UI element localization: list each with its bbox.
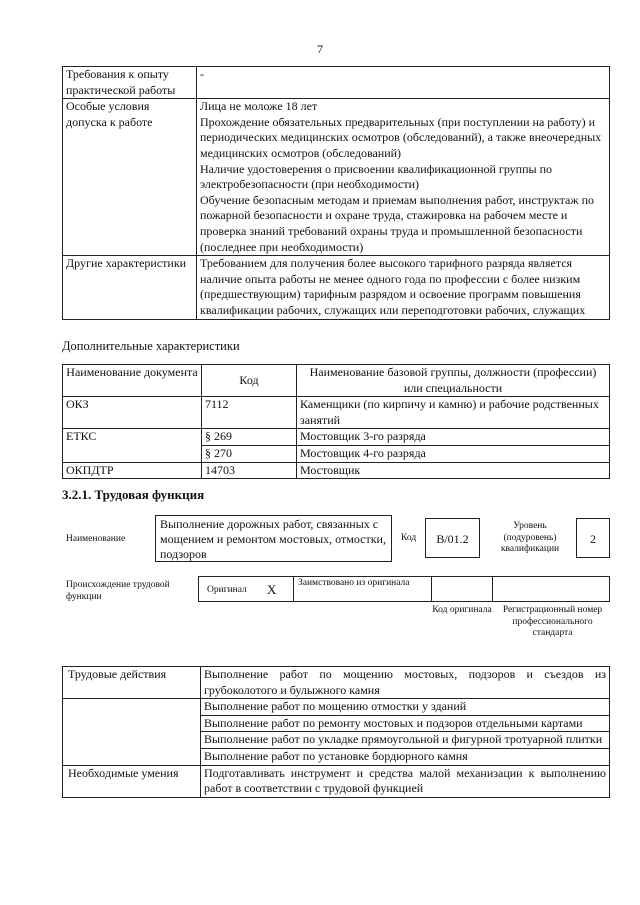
row-label: Требования к опыту практической работы xyxy=(63,67,197,99)
action-cell: Выполнение работ по укладке прямоугольной и фигурной тротуарной плитки xyxy=(201,732,610,749)
labor-function-heading: 3.2.1. Трудовая функция xyxy=(62,487,205,502)
code-cell: § 270 xyxy=(202,445,297,462)
divider xyxy=(293,577,294,601)
action-cell: Выполнение работ по мощению отмостки у зданий xyxy=(201,699,610,716)
table-row xyxy=(63,67,610,99)
doc-cell: ОКПДТР xyxy=(63,462,202,479)
row-label xyxy=(63,732,201,749)
orig-code-caption: Код оригинала xyxy=(432,605,492,615)
row-label: Другие характеристики xyxy=(63,256,197,319)
column-header: Код xyxy=(202,365,297,397)
table-row xyxy=(63,256,610,319)
code-cell: § 269 xyxy=(202,429,297,446)
row-label xyxy=(63,748,201,765)
name-label: Наименование xyxy=(66,534,126,544)
origin-label: Происхождение трудовой функции xyxy=(66,580,170,602)
row-label: Особые условия допуска к работе xyxy=(63,99,197,256)
row-value xyxy=(197,99,610,256)
origin-row xyxy=(198,576,610,602)
reg-number-caption: Регистрационный номер профессионального стандарта xyxy=(502,605,603,638)
original-label: Оригинал xyxy=(207,585,247,595)
code-label: Код xyxy=(401,533,417,543)
level-label: Уровень (подуровень) квалификации xyxy=(500,521,560,554)
value-line: Наличие удостоверения о присвоении квалификационной группы по электробезопасности (при необходимости) xyxy=(200,161,553,192)
page-number: 7 xyxy=(317,42,323,56)
table-header-row xyxy=(63,365,610,397)
row-label: Трудовые действия xyxy=(63,667,201,699)
table-row xyxy=(63,699,610,716)
row-label xyxy=(63,715,201,732)
row-value: Требованием для получения более высокого тарифного разряда является наличие опыта работы не менее одного года по профессии с более низким (предшествующим) тарифным разрядом и освоение программ повышения квалификации рабочих, служащих или переподготовки рабочих, служащих xyxy=(197,256,610,319)
requirements-table xyxy=(62,66,610,320)
column-header: Наименование документа xyxy=(63,365,202,397)
value-line: Прохождение обязательных предварительных (при поступлении на работу) и периодических медицинских осмотров (обследований), а также внеочередных медицинских осмотров (обследований) xyxy=(200,114,602,160)
table-row xyxy=(63,99,610,256)
action-cell: Выполнение работ по установке бордюрного камня xyxy=(201,748,610,765)
borrowed-label: Заимствовано из оригинала xyxy=(298,578,410,588)
name-cell: Мостовщик 3-го разряда xyxy=(297,429,610,446)
table-row xyxy=(63,732,610,749)
actions-table xyxy=(62,666,610,798)
code-box: B/01.2 xyxy=(425,518,480,558)
name-cell: Мостовщик 4-го разряда xyxy=(297,445,610,462)
code-cell: 7112 xyxy=(202,397,297,429)
function-name-box: Выполнение дорожных работ, связанных с мощением и ремонтом мостовых, отмостки, подзоров xyxy=(155,515,392,562)
row-value: - xyxy=(197,67,610,99)
action-cell: Выполнение работ по мощению мостовых, подзоров и съездов из грубоколотого и булыжного камня xyxy=(201,667,610,699)
action-cell: Выполнение работ по ремонту мостовых и подзоров отдельными картами xyxy=(201,715,610,732)
row-label xyxy=(63,699,201,716)
orig-code-field xyxy=(432,577,492,601)
table-row xyxy=(63,765,610,797)
code-cell: 14703 xyxy=(202,462,297,479)
action-cell: Подготавливать инструмент и средства малой механизации к выполнению работ в соответствии с трудовой функцией xyxy=(201,765,610,797)
level-box: 2 xyxy=(576,518,610,558)
table-row xyxy=(63,429,610,446)
value-line: Обучение безопасным методам и приемам выполнения работ, инструктаж по пожарной безопасности и охране труда, стажировка на рабочем месте и проверка знаний требований охраны труда и промышленной безопасности (последнее при необходимости) xyxy=(200,192,595,254)
table-row xyxy=(63,715,610,732)
additional-table xyxy=(62,364,610,479)
name-cell: Каменщики (по кирпичу и камню) и рабочие родственных занятий xyxy=(297,397,610,429)
table-row xyxy=(63,462,610,479)
table-row xyxy=(63,748,610,765)
table-row xyxy=(63,397,610,429)
reg-number-field xyxy=(493,577,609,601)
row-label: Необходимые умения xyxy=(63,765,201,797)
doc-cell: ЕТКС xyxy=(63,429,202,462)
original-mark: X xyxy=(267,582,277,597)
column-header: Наименование базовой группы, должности (профессии) или специальности xyxy=(297,365,610,397)
doc-cell: ОКЗ xyxy=(63,397,202,429)
table-row xyxy=(63,667,610,699)
name-cell: Мостовщик xyxy=(297,462,610,479)
value-line: Лица не моложе 18 лет xyxy=(200,99,318,114)
additional-title: Дополнительные характеристики xyxy=(62,339,240,353)
